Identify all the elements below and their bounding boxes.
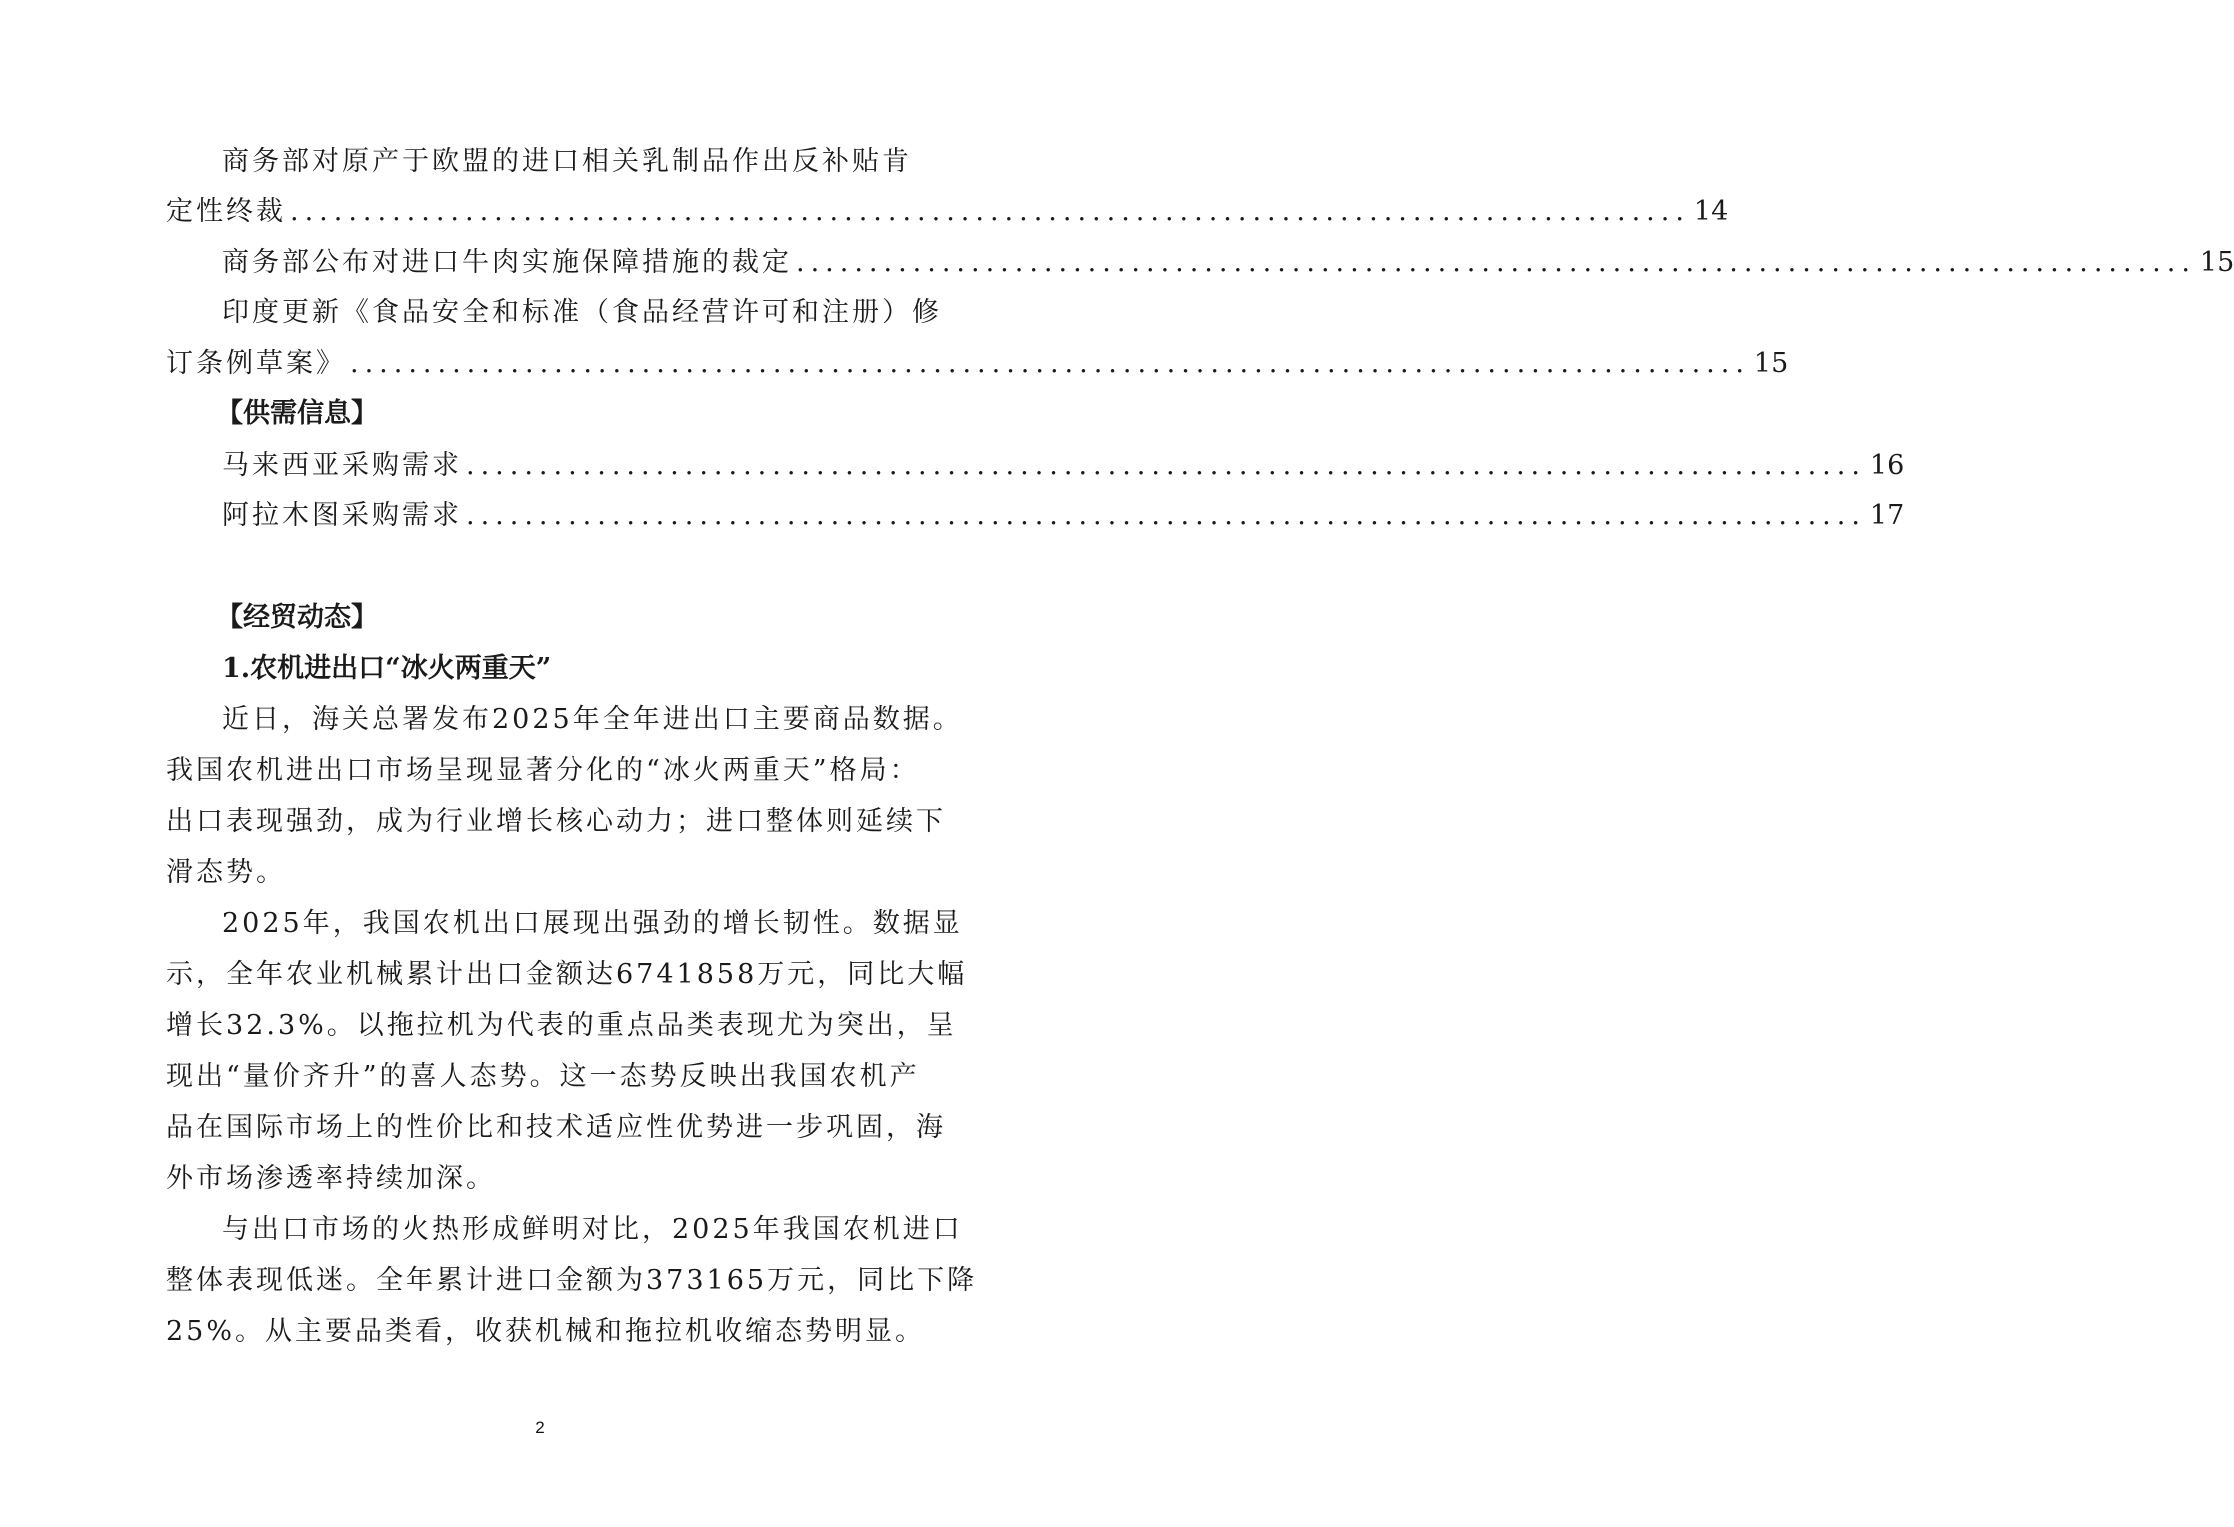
section-title: 【经贸动态】 <box>216 602 378 633</box>
paragraph-line: 出口表现强劲，成为行业增长核心动力；进口整体则延续下 <box>166 806 946 837</box>
paragraph-line: 2025年，我国农机出口展现出强劲的增长韧性。数据显 <box>222 908 963 939</box>
toc-entry-1-line-2: 定性终裁 <box>166 196 286 227</box>
paragraph-line: 与出口市场的火热形成鲜明对比，2025年我国农机进口 <box>222 1214 963 1245</box>
toc-entry-2-page: 15 <box>2199 247 2234 278</box>
toc-entry-3[interactable] <box>166 344 1789 384</box>
toc-leader-dots: ................................................................................................ <box>466 500 1866 531</box>
paragraph-line: 增长32.3%。以拖拉机为代表的重点品类表现尤为突出，呈 <box>166 1010 957 1041</box>
toc-entry-2[interactable] <box>222 243 2234 283</box>
toc-leader-dots: ................................................................................................ <box>796 247 2196 278</box>
paragraph-line: 近日，海关总署发布2025年全年进出口主要商品数据。 <box>222 704 963 735</box>
toc-entry-3-page: 15 <box>1753 348 1789 379</box>
paragraph-line: 25%。从主要品类看，收获机械和拖拉机收缩态势明显。 <box>166 1316 926 1347</box>
toc-section-title: 【供需信息】 <box>216 398 378 429</box>
toc-entry-1-page: 14 <box>1693 196 1729 227</box>
toc-entry-1-line-1: 商务部对原产于欧盟的进口相关乳制品作出反补贴肯 <box>222 146 912 177</box>
toc-entry-4[interactable] <box>222 446 1905 486</box>
toc-leader-dots: ................................................................................................ <box>290 196 1690 227</box>
paragraph-line: 品在国际市场上的性价比和技术适应性优势进一步巩固，海 <box>166 1112 946 1143</box>
toc-leader-dots: ................................................................................................ <box>466 450 1866 481</box>
toc-entry-5[interactable] <box>222 496 1905 536</box>
toc-entry-4-page: 16 <box>1869 450 1905 481</box>
paragraph-line: 整体表现低迷。全年累计进口金额为373165万元，同比下降 <box>166 1265 978 1296</box>
toc-leader-dots: ................................................................................................ <box>350 348 1750 379</box>
toc-entry-2-text: 商务部公布对进口牛肉实施保障措施的裁定 <box>222 247 792 278</box>
toc-entry-5-text: 阿拉木图采购需求 <box>222 500 462 531</box>
toc-entry-3-line-1: 印度更新《食品安全和标准（食品经营许可和注册）修 <box>222 297 942 328</box>
page-number: 2 <box>535 1418 545 1437</box>
paragraph-line: 现出“量价齐升”的喜人态势。这一态势反映出我国农机产 <box>166 1061 920 1092</box>
paragraph-line: 我国农机进出口市场呈现显著分化的“冰火两重天”格局： <box>166 755 920 786</box>
article-heading: 1.农机进出口“冰火两重天” <box>222 653 552 684</box>
paragraph-line: 示，全年农业机械累计出口金额达6741858万元，同比大幅 <box>166 959 968 990</box>
paragraph-line: 外市场渗透率持续加深。 <box>166 1163 496 1194</box>
toc-entry-3-line-2: 订条例草案》 <box>166 348 346 379</box>
toc-entry-1[interactable] <box>166 192 1729 232</box>
toc-entry-5-page: 17 <box>1869 500 1905 531</box>
toc-entry-4-text: 马来西亚采购需求 <box>222 450 462 481</box>
paragraph-line: 滑态势。 <box>166 857 286 888</box>
